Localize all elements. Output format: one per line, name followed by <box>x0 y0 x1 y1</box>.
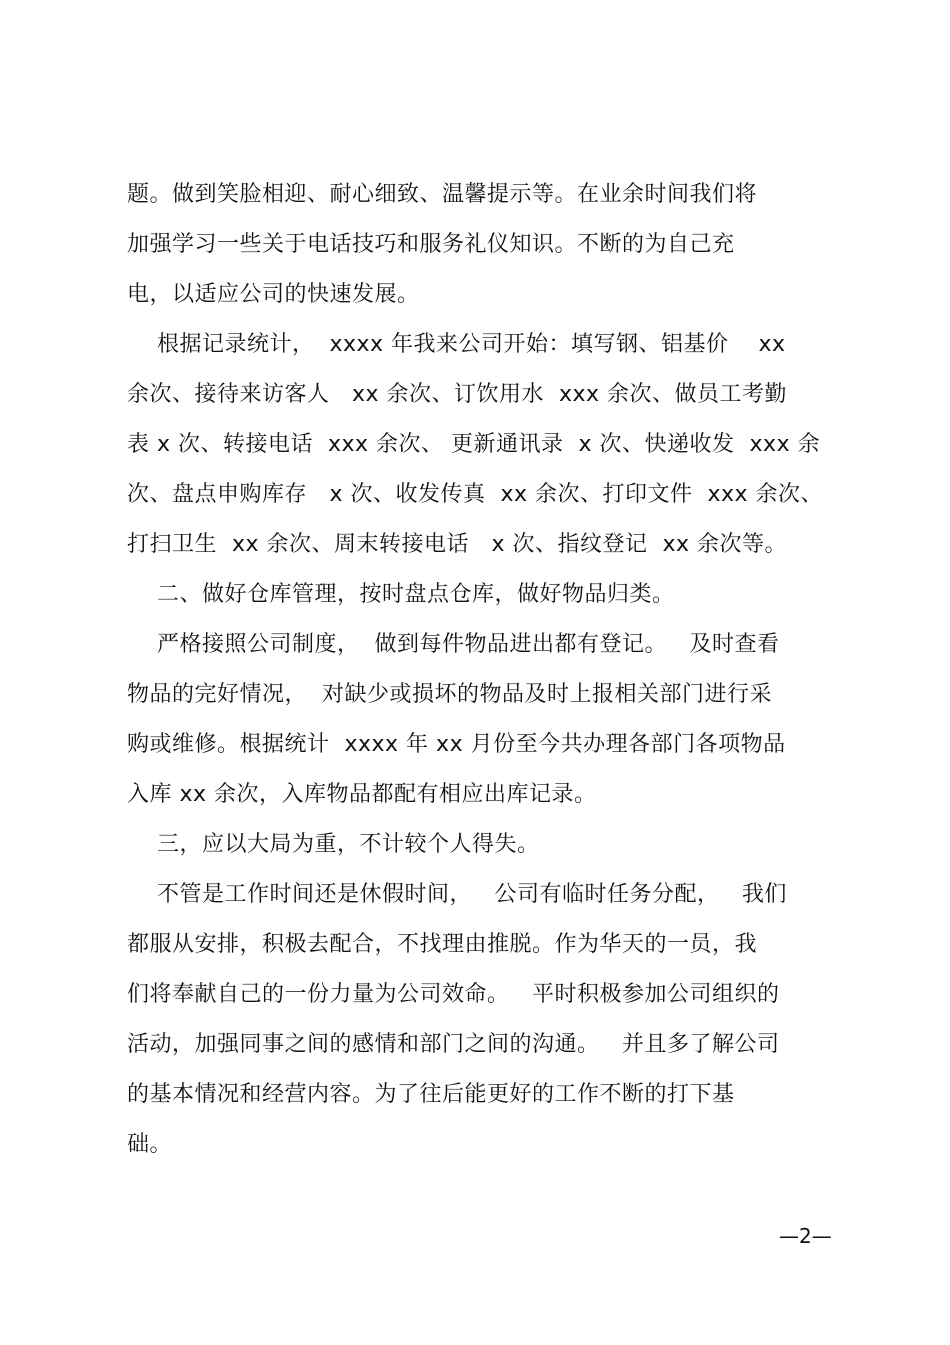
page-number: —2— <box>779 1224 832 1248</box>
text-line: 们将奉献自己的一份力量为公司效命。 平时积极参加公司组织的 <box>127 982 780 1007</box>
text-line: 入库 xx 余次，入库物品都配有相应出库记录。 <box>127 782 597 807</box>
text-line: 的基本情况和经营内容。为了往后能更好的工作不断的打下基 <box>127 1082 735 1107</box>
text-line: 不管是工作时间还是休假时间， 公司有临时任务分配， 我们 <box>127 882 787 907</box>
text-line: 都服从安排，积极去配合，不找理由推脱。作为华天的一员，我 <box>127 932 758 957</box>
text-line: 次、盘点申购库存 x 次、收发传真 xx 余次、打印文件 xxx 余次、 <box>127 482 824 507</box>
text-line: 根据记录统计， xxxx 年我来公司开始：填写钢、铝基价 xx <box>127 332 786 357</box>
text-line: 活动，加强同事之间的感情和部门之间的沟通。 并且多了解公司 <box>127 1032 780 1057</box>
text-line: 购或维修。根据统计 xxxx 年 xx 月份至今共办理各部门各项物品 <box>127 732 786 757</box>
text-line: 余次、接待来访客人 xx 余次、订饮用水 xxx 余次、做员工考勤 <box>127 382 788 407</box>
text-line: 物品的完好情况， 对缺少或损坏的物品及时上报相关部门进行采 <box>127 682 772 707</box>
text-line: 加强学习一些关于电话技巧和服务礼仪知识。不断的为自己充 <box>127 232 735 257</box>
section-heading-2: 二、做好仓库管理，按时盘点仓库，做好物品归类。 <box>127 582 675 607</box>
text-line: 打扫卫生 xx 余次、周末转接电话 x 次、指纹登记 xx 余次等。 <box>127 532 788 557</box>
text-line: 严格接照公司制度， 做到每件物品进出都有登记。 及时查看 <box>127 632 780 657</box>
text-line: 表 x 次、转接电话 xxx 余次、 更新通讯录 x 次、快递收发 xxx 余 <box>127 432 821 457</box>
text-line: 电，以适应公司的快速发展。 <box>127 282 420 307</box>
text-line: 题。做到笑脸相迎、耐心细致、温馨提示等。在业余时间我们将 <box>127 182 758 207</box>
section-heading-3: 三，应以大局为重，不计较个人得失。 <box>127 832 540 857</box>
text-line: 础。 <box>127 1132 173 1157</box>
